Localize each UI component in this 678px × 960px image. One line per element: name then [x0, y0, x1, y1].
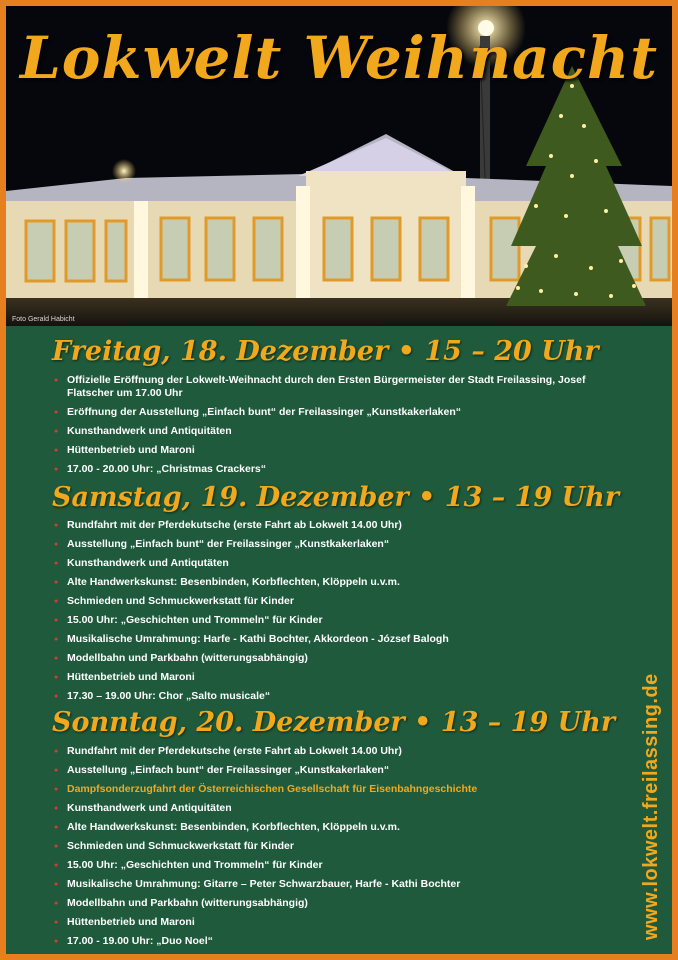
list-item: ● Hüttenbetrieb und Maroni — [54, 444, 614, 457]
list-item: ● Musikalische Umrahmung: Harfe - Kathi Bochter, Akkordeon - József Balogh — [54, 633, 614, 646]
list-item: ● 17.30 – 19.00 Uhr: Chor „Salto musicale“ — [54, 690, 614, 703]
day-heading-saturday: Samstag, 19. Dezember • 13 – 19 Uhr — [52, 482, 620, 513]
list-item: ● 15.00 Uhr: „Geschichten und Trommeln“ für Kinder — [54, 614, 614, 627]
list-item: ● Alte Handwerkskunst: Besenbinden, Korbflechten, Klöppeln u.v.m. — [54, 576, 614, 589]
day-heading-sunday: Sonntag, 20. Dezember • 13 – 19 Uhr — [52, 707, 616, 738]
header-photo — [6, 6, 672, 326]
list-item: ● Schmieden und Schmuckwerkstatt für Kinder — [54, 595, 614, 608]
list-item: ● Hüttenbetrieb und Maroni — [54, 916, 614, 929]
photo-credit: Foto Gerald Habicht — [12, 316, 75, 323]
list-item: ● Alte Handwerkskunst: Besenbinden, Korbflechten, Klöppeln u.v.m. — [54, 821, 614, 834]
day-heading-friday: Freitag, 18. Dezember • 15 – 20 Uhr — [52, 336, 599, 367]
list-item: ● 17.00 - 19.00 Uhr: „Duo Noel“ — [54, 935, 614, 948]
list-item: ● Musikalische Umrahmung: Gitarre – Peter Schwarzbauer, Harfe - Kathi Bochter — [54, 878, 614, 891]
list-item: ● Rundfahrt mit der Pferdekutsche (erste Fahrt ab Lokwelt 14.00 Uhr) — [54, 745, 614, 758]
list-item: ● 17.00 - 20.00 Uhr: „Christmas Crackers“ — [54, 463, 614, 476]
list-item: ● Modellbahn und Parkbahn (witterungsabhängig) — [54, 652, 614, 665]
list-item-highlight: ● Dampfsonderzugfahrt der Österreichischen Gesellschaft für Eisenbahngeschichte — [54, 783, 614, 796]
list-item: ● Eröffnung der Ausstellung „Einfach bunt“ der Freilassinger „Kunstkakerlaken“ — [54, 406, 614, 419]
website-url[interactable]: www.lokwelt.freilassing.de — [640, 673, 662, 940]
list-item: ● Ausstellung „Einfach bunt“ der Freilassinger „Kunstkakerlaken“ — [54, 764, 614, 777]
event-list-saturday — [54, 519, 614, 709]
list-item: ● Kunsthandwerk und Antiquitäten — [54, 425, 614, 438]
list-item: ● Kunsthandwerk und Antiqutäten — [54, 557, 614, 570]
list-item: ● Hüttenbetrieb und Maroni — [54, 671, 614, 684]
event-list-friday — [54, 374, 614, 482]
poster-title: Lokwelt Weihnacht — [19, 24, 659, 92]
event-list-sunday — [54, 745, 614, 954]
list-item: ● Kunsthandwerk und Antiquitäten — [54, 802, 614, 815]
list-item: ● Rundfahrt mit der Pferdekutsche (erste Fahrt ab Lokwelt 14.00 Uhr) — [54, 519, 614, 532]
list-item: ● 15.00 Uhr: „Geschichten und Trommeln“ für Kinder — [54, 859, 614, 872]
list-item: ● Offizielle Eröffnung der Lokwelt-Weihnacht durch den Ersten Bürgermeister der Stadt Freilassing, Josef Flatscher um 17.00 Uhr — [54, 374, 614, 400]
list-item: ● Schmieden und Schmuckwerkstatt für Kinder — [54, 840, 614, 853]
list-item: ● Modellbahn und Parkbahn (witterungsabhängig) — [54, 897, 614, 910]
list-item: ● Ausstellung „Einfach bunt“ der Freilassinger „Kunstkakerlaken“ — [54, 538, 614, 551]
